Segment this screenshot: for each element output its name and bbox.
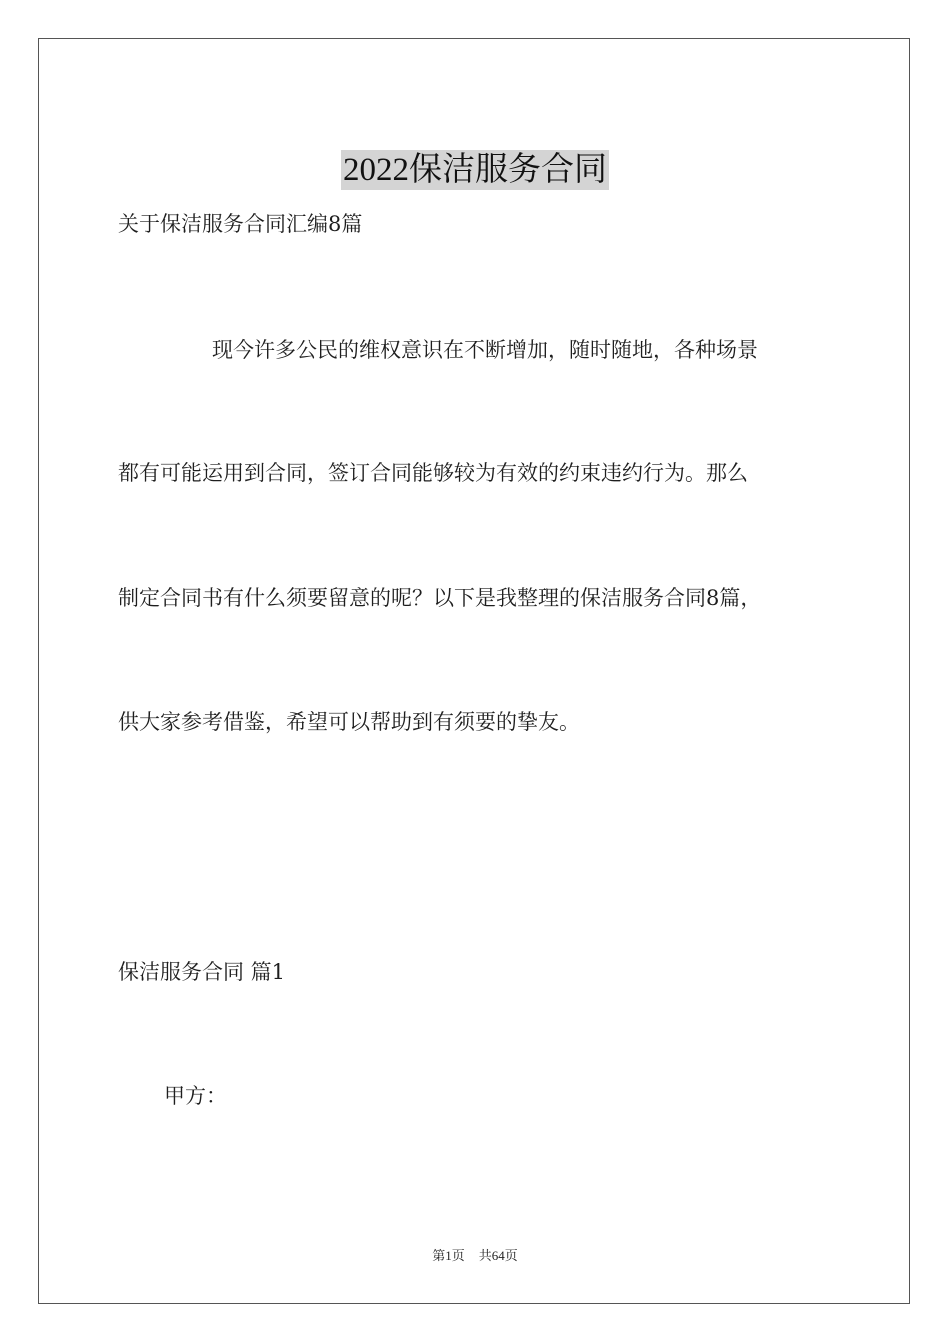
page-number: 第1页 [432, 1248, 465, 1263]
title-container [0, 128, 950, 212]
intro-line-4: 供大家参考借鉴，希望可以帮助到有须要的挚友。 [118, 710, 580, 734]
intro-line-2: 都有可能运用到合同，签订合同能够较为有效的约束违约行为。那么 [118, 461, 748, 485]
section-heading: 保洁服务合同 篇1 [118, 960, 286, 984]
page-total: 共64页 [478, 1248, 518, 1263]
document-title: 2022保洁服务合同 [343, 152, 607, 189]
page-footer [0, 1247, 950, 1265]
document-subtitle: 关于保洁服务合同汇编8篇 [118, 212, 363, 236]
intro-line-3: 制定合同书有什么须要留意的呢？以下是我整理的保洁服务合同8篇， [118, 586, 762, 610]
intro-line-1: 现今许多公民的维权意识在不断增加，随时随地，各种场景 [212, 338, 758, 362]
party-a-label: 甲方： [164, 1084, 227, 1108]
